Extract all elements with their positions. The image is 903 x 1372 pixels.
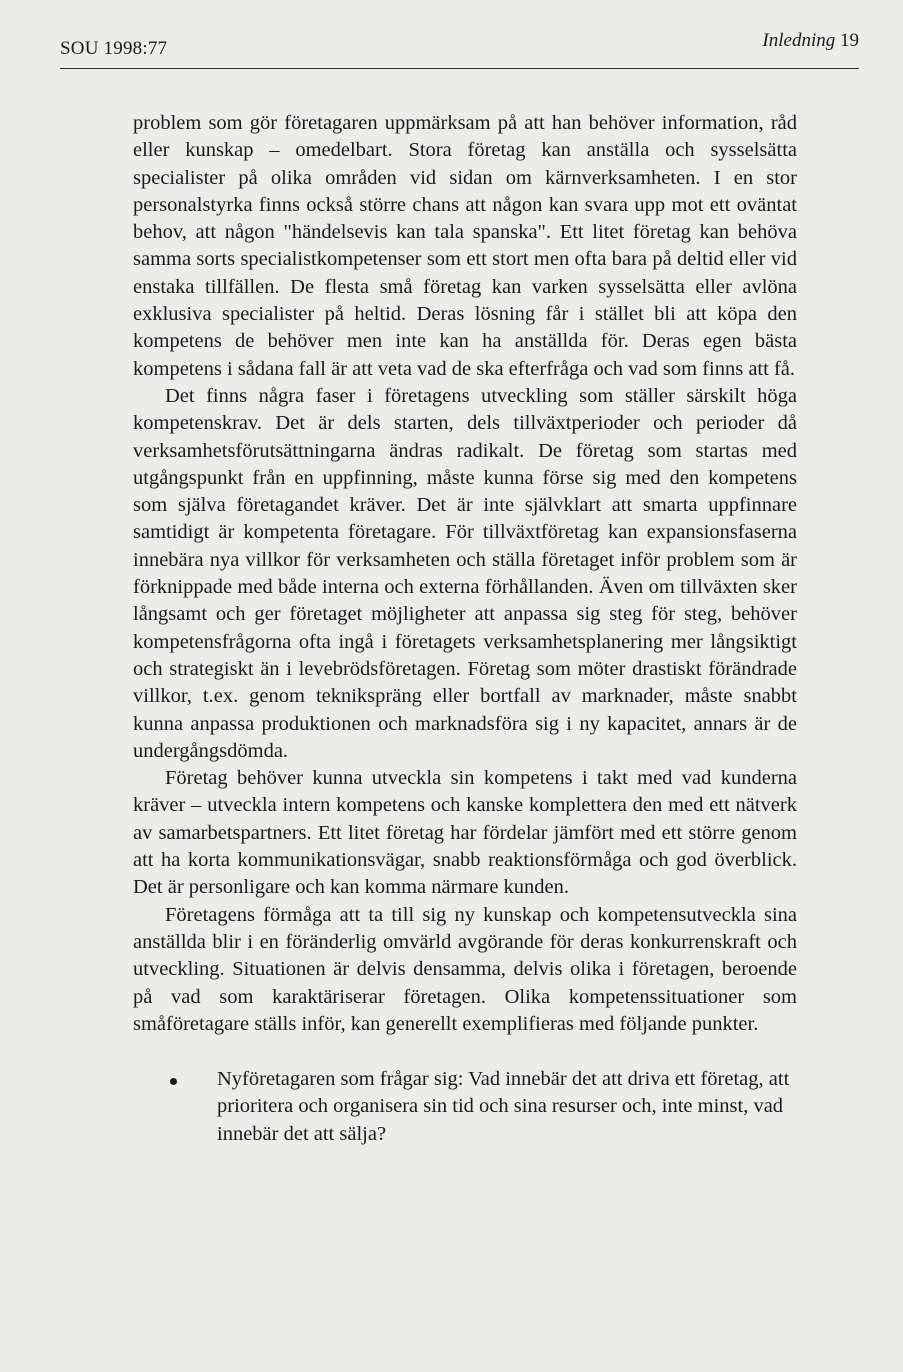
page-number: 19 xyxy=(840,30,859,51)
section-title: Inledning xyxy=(762,30,836,51)
paragraph: Det finns några faser i företagens utveckling som ställer särskilt höga kompetenskrav. Det är dels starten, dels tillväxtperioder och perioder då verksamhetsförutsättningarna ändras radikalt. De företag som startas med utgångspunkt från en uppfinning, måste kunna förse sig med den kompetens som själva företagandet kräver. Det är inte självklart att smarta uppfinnare samtidigt är kompetenta företagare. För tillväxtföretag kan expansionsfaserna innebära nya villkor för verksamheten och ställa företaget inför problem som är förknippade med både interna och externa förhållanden. Även om tillväxten sker långsamt och ger företaget möjligheter att anpassa sig steg för steg, behöver kompetensfrågorna ofta ingå i företagets verksamhetsplanering mer långsiktigt och strategiskt än i levebrödsföretagen. Företag som möter drastiskt förändrade villkor, t.ex. genom teknikspräng eller bortfall av marknader, måste snabbt kunna anpassa produktionen och marknadsföra sig i ny kapacitet, annars är de undergångsdömda. xyxy=(133,384,797,762)
body-text xyxy=(133,110,797,1148)
list-item-text: Nyföretagaren som frågar sig: Vad innebär det att driva ett företag, att prioritera och organisera sin tid och sina resurser och, inte minst, vad innebär det att sälja? xyxy=(217,1068,790,1145)
report-id: SOU 1998:77 xyxy=(60,38,168,59)
bullet-icon xyxy=(170,1078,177,1085)
header-rule xyxy=(60,68,859,69)
paragraph: problem som gör företagaren uppmärksam på att han behöver information, råd eller kunskap – omedelbart. Stora företag kan anställa och sysselsätta specialister på olika områden vid sidan om kärnverksamheten. I en stor personalstyrka finns också större chans att någon kan svara upp mot ett oväntat behov, att någon "händelsevis kan tala spanska". Ett litet företag kan behöva samma sorts specialistkompetenser som ett stort men ofta bara på deltid eller vid enstaka tillfällen. De flesta små företag kan varken sysselsätta eller avlöna exklusiva specialister på heltid. Deras lösning får i stället bli att köpa den kompetens de behöver men inte kan ha anställda för. Deras egen bästa kompetens i sådana fall är att veta vad de ska efterfråga och vad som finns att få. xyxy=(133,112,797,380)
list-item xyxy=(133,1066,797,1148)
paragraph: Företagens förmåga att ta till sig ny kunskap och kompetensutveckla sina anställda blir i en föränderlig omvärld avgörande för deras konkurrenskraft och utveckling. Situationen är delvis densamma, delvis olika i företagen, beroende på vad som karaktäriserar företagen. Olika kompetenssituationer som småföretagare ställs inför, kan generellt exemplifieras med följande punkter. xyxy=(133,903,797,1035)
running-head xyxy=(762,30,859,52)
paragraph: Företag behöver kunna utveckla sin kompetens i takt med vad kunderna kräver – utveckla intern kompetens och kanske komplettera den med ett nätverk av samarbetspartners. Ett litet företag har fördelar jämfört med ett större genom att ha korta kommunikationsvägar, snabb reaktionsförmåga och god överblick. Det är personligare och kan komma närmare kunden. xyxy=(133,767,797,899)
page-header xyxy=(60,30,859,64)
bullet-list xyxy=(133,1066,797,1148)
